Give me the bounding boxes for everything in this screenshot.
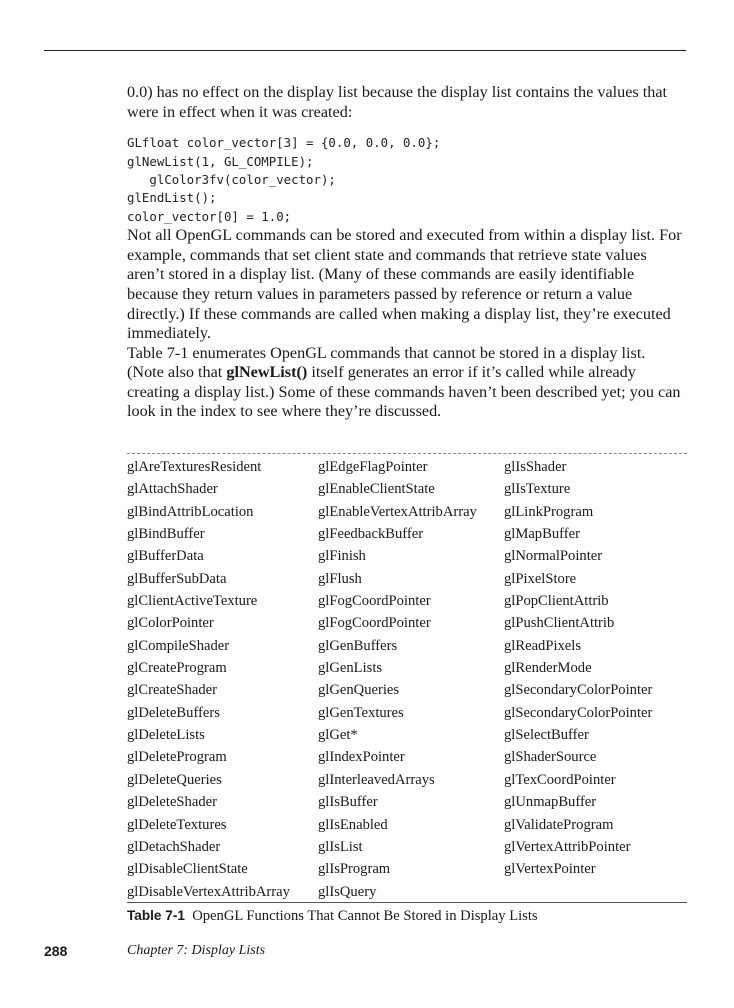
table-top-rule <box>127 453 687 454</box>
code-line: glNewList(1, GL_COMPILE); <box>127 153 314 169</box>
code-line: color_vector[0] = 1.0; <box>127 208 292 224</box>
table-cell: glVertexAttribPointer <box>504 838 631 855</box>
table-cell: glIsList <box>318 838 363 855</box>
table-cell: glPopClientAttrib <box>504 593 609 610</box>
table-cell: glDeleteTextures <box>127 816 227 833</box>
table-cell: glShaderSource <box>504 749 597 766</box>
table-cell: glAreTexturesResident <box>127 459 262 475</box>
table-cell: glIsShader <box>504 459 567 475</box>
table-cell: glEdgeFlagPointer <box>318 459 428 475</box>
table-cell: glBindAttribLocation <box>127 503 254 520</box>
table-cell: glColorPointer <box>127 615 214 632</box>
table-cell: glReadPixels <box>504 637 582 654</box>
table-cell: glPixelStore <box>504 570 577 587</box>
table-cell: glCreateShader <box>127 682 217 699</box>
table-cell: glFlush <box>318 570 362 587</box>
table-cell: glDisableVertexAttribArray <box>127 883 290 900</box>
table-cell: glDeleteShader <box>127 794 217 811</box>
table-cell: glLinkProgram <box>504 503 594 520</box>
table-cell: glAttachShader <box>127 481 218 498</box>
table-cell: glIsTexture <box>504 481 571 498</box>
code-line: GLfloat color_vector[3] = {0.0, 0.0, 0.0}; <box>127 135 441 151</box>
table-cell: glDeleteBuffers <box>127 704 220 721</box>
table-cell: glEnableClientState <box>318 481 435 498</box>
table-cell: glSecondaryColorPointer <box>504 704 653 721</box>
paragraph-text: Table 7-1 enumerates OpenGL commands that cannot be stored in a display list. (Note also that <box>127 343 646 382</box>
table-cell: glDeleteLists <box>127 727 205 744</box>
table-cell: glGet* <box>318 727 358 744</box>
table-cell: glSelectBuffer <box>504 727 589 744</box>
paragraph-intro: 0.0) has no effect on the display list because the display list contains the values that were in effect when it was created: <box>127 83 668 121</box>
table-cell: glIndexPointer <box>318 749 405 766</box>
table-column-2 <box>318 456 477 903</box>
table-cell: glFeedbackBuffer <box>318 526 424 543</box>
paragraph-table-intro <box>127 344 683 422</box>
table-cell: glFogCoordPointer <box>318 615 431 632</box>
table-cell: glVertexPointer <box>504 861 596 878</box>
table-bottom-rule <box>127 902 687 903</box>
table-cell: glValidateProgram <box>504 816 614 833</box>
table-column-3 <box>504 456 652 881</box>
table-cell: glDetachShader <box>127 838 221 855</box>
caption-label: Table 7-1 <box>127 908 185 923</box>
header-rule <box>44 50 686 51</box>
table-cell: glGenTextures <box>318 704 404 721</box>
code-line: glColor3fv(color_vector); <box>127 171 336 187</box>
table-cell: glRenderMode <box>504 660 592 677</box>
table-cell: glBufferSubData <box>127 570 227 587</box>
table-cell: glGenBuffers <box>318 637 398 654</box>
table-cell: glTexCoordPointer <box>504 771 616 788</box>
table-cell: glPushClientAttrib <box>504 615 615 632</box>
table-cell: glDeleteQueries <box>127 771 222 788</box>
table-cell: glFogCoordPointer <box>318 593 431 610</box>
table-cell: glCreateProgram <box>127 660 227 677</box>
code-line: glEndList(); <box>127 190 217 206</box>
page-number: 288 <box>44 943 68 959</box>
table-cell: glDisableClientState <box>127 861 248 878</box>
paragraph-text: itself generates an error if it’s called while already creating a display list.) Some of these commands haven’t been described yet; you can look in the index to see where they’re discussed. <box>127 363 681 421</box>
code-listing <box>127 134 683 226</box>
table-cell: glIsBuffer <box>318 794 378 811</box>
table-cell: glMapBuffer <box>504 526 580 543</box>
table-cell: glFinish <box>318 548 366 565</box>
table-cell: glIsEnabled <box>318 816 388 833</box>
table-cell: glDeleteProgram <box>127 749 227 766</box>
page-body <box>127 83 683 422</box>
table-cell: glIsQuery <box>318 883 377 900</box>
table-cell: glSecondaryColorPointer <box>504 682 653 699</box>
table-cell: glUnmapBuffer <box>504 794 597 811</box>
table-cell: glClientActiveTexture <box>127 593 258 610</box>
table-cell: glNormalPointer <box>504 548 603 565</box>
table-cell: glGenLists <box>318 660 383 677</box>
table-cell: glCompileShader <box>127 637 230 654</box>
table-cell: glGenQueries <box>318 682 400 699</box>
table-cell: glInterleavedArrays <box>318 771 435 788</box>
table-cell: glIsProgram <box>318 861 391 878</box>
table-cell: glEnableVertexAttribArray <box>318 503 477 520</box>
chapter-footer: Chapter 7: Display Lists <box>127 943 266 958</box>
table-caption <box>127 908 538 925</box>
paragraph-client-state: Not all OpenGL commands can be stored and executed from within a display list. For example, commands that set client state and commands that retrieve state values aren’t stored in a display list. (Many of these commands are easily identifiable because they return values in parameters passed by reference or return a value directly.) If these commands are called when making a display list, they’re executed immediately. <box>127 226 682 343</box>
table-column-1 <box>127 456 290 903</box>
caption-text: OpenGL Functions That Cannot Be Stored in Display Lists <box>192 908 538 924</box>
table-cell: glBindBuffer <box>127 526 205 543</box>
function-name-bold: glNewList() <box>226 363 308 382</box>
table-cell: glBufferData <box>127 548 204 565</box>
